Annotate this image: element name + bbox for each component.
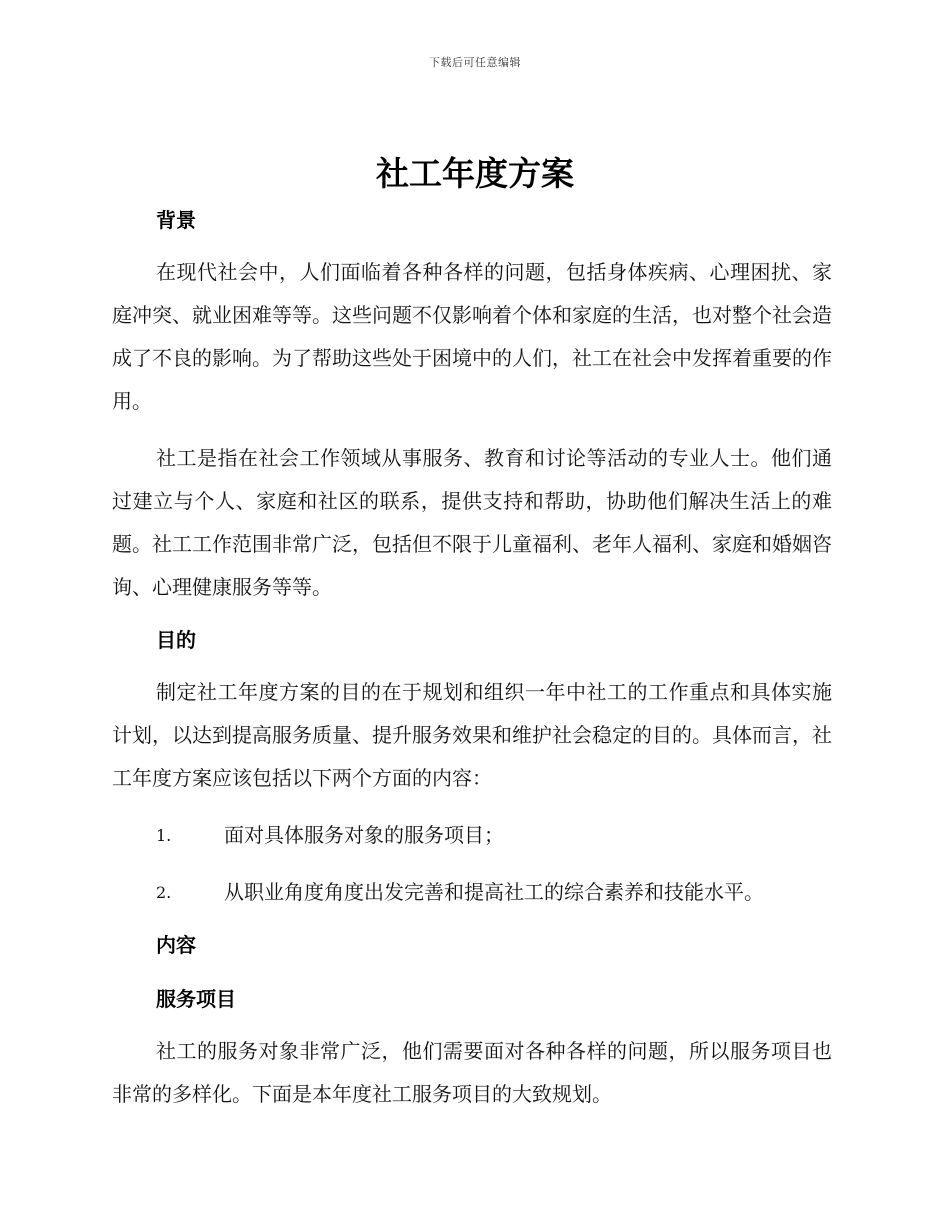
paragraph-service-items: 社工的服务对象非常广泛，他们需要面对各种各样的问题，所以服务项目也非常的多样化。下面是本年度社工服务项目的大致规划。 [112, 1039, 832, 1106]
paragraph-background-2: 社工是指在社会工作领域从事服务、教育和讨论等活动的专业人士。他们通过建立与个人、家庭和社区的联系，提供支持和帮助，协助他们解决生活上的难题。社工工作范围非常广泛，包括但不限于儿童福利、老年人福利、家庭和婚姻咨询、心理健康服务等等。 [112, 446, 832, 599]
subheading-service-items: 服务项目 [156, 987, 236, 1011]
list-text: 从职业角度角度出发完善和提高社工的综合素养和技能水平。 [224, 880, 764, 904]
list-text: 面对具体服务对象的服务项目； [224, 823, 504, 847]
list-item [112, 814, 832, 857]
paragraph-background-1: 在现代社会中，人们面临着各种各样的问题，包括身体疾病、心理困扰、家庭冲突、就业困难等等。这些问题不仅影响着个体和家庭的生活，也对整个社会造成了不良的影响。为了帮助这些处于困境中的人们，社工在社会中发挥着重要的作用。 [112, 260, 832, 413]
heading-background: 背景 [156, 208, 196, 232]
header-note: 下载后可任意编辑 [429, 56, 521, 69]
document-title: 社工年度方案 [376, 154, 574, 193]
heading-purpose: 目的 [156, 628, 196, 652]
list-item [112, 871, 832, 914]
list-number: 2. [156, 883, 172, 902]
document-body [112, 200, 832, 1116]
paragraph-purpose: 制定社工年度方案的目的在于规划和组织一年中社工的工作重点和具体实施计划，以达到提高服务质量、提升服务效果和维护社会稳定的目的。具体而言，社工年度方案应该包括以下两个方面的内容： [112, 680, 832, 790]
heading-content: 内容 [156, 933, 196, 957]
list-number: 1. [156, 826, 172, 845]
